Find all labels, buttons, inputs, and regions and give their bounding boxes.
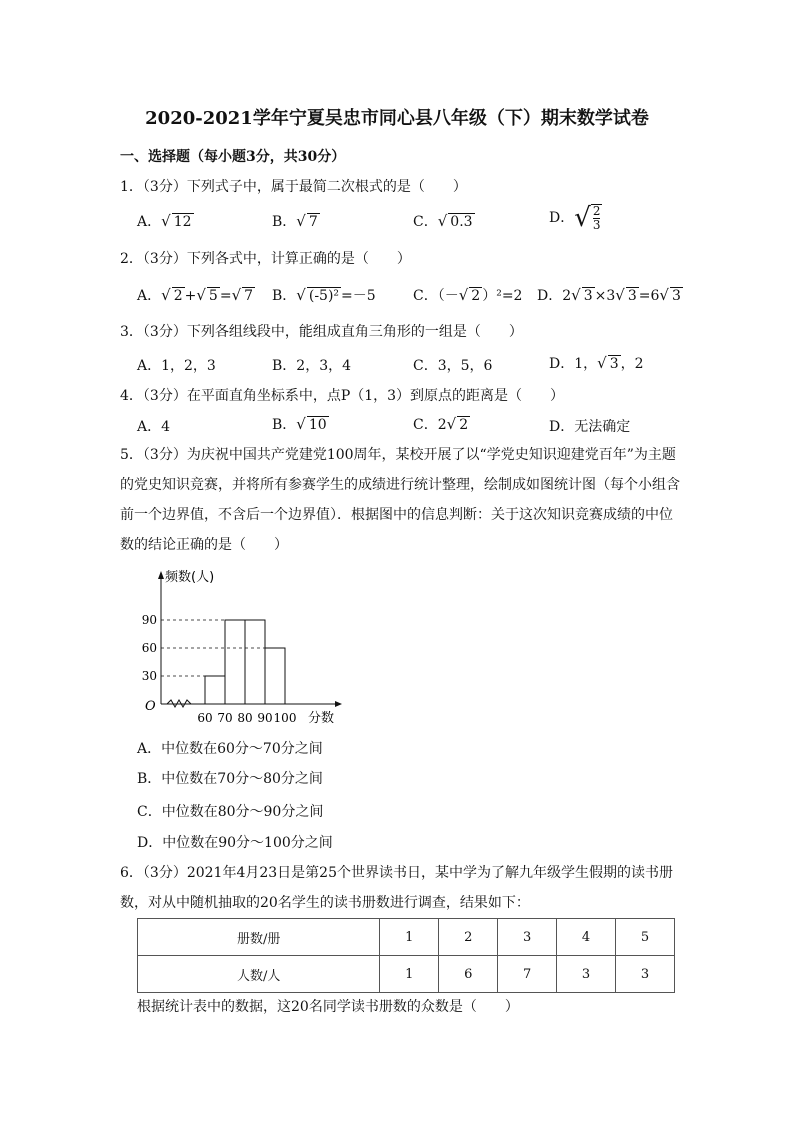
- q1-option-d: D．√ $\frac{2}{3}$: [549, 203, 601, 233]
- table-row: [138, 956, 675, 993]
- question-3-stem: 3．（3分）下列各组线段中，能组成直角三角形的一组是（ ）: [120, 324, 523, 340]
- question-6-followup: 根据统计表中的数据，这20名同学读书册数的众数是（ ）: [137, 999, 519, 1015]
- question-2-stem: 2．（3分）下列各式中，计算正确的是（ ）: [120, 251, 411, 267]
- q4-option-a: A．4: [137, 419, 171, 435]
- y-tick-label: 90: [141, 613, 157, 627]
- x-axis-arrow: [335, 701, 342, 707]
- table-cell: 1: [380, 919, 439, 956]
- q5-option-d: D．中位数在90分～100分之间: [137, 835, 333, 851]
- q4-option-c: C．2√ 2: [413, 415, 469, 433]
- reading-table: [137, 918, 675, 993]
- table-cell: 5: [616, 919, 675, 956]
- q2-option-a: A．√ 2 +√ 5 =√ 7: [137, 286, 254, 304]
- table-cell: 7: [498, 956, 557, 993]
- q3-option-d: D．1，√ 3 ，2: [549, 354, 644, 372]
- table-cell: 6: [439, 956, 498, 993]
- q2-option-d: D．2√ 3 ×3√ 3 =6√ 3: [537, 286, 681, 304]
- q3-option-b: B．2，3，4: [272, 358, 352, 374]
- q5-option-c: C．中位数在80分～90分之间: [137, 804, 324, 820]
- histogram-chart: [135, 565, 355, 730]
- x-tick-label: 70: [217, 711, 233, 725]
- table-cell: 3: [616, 956, 675, 993]
- q4-option-d: D．无法确定: [549, 419, 631, 435]
- q1-option-b: B．√ 7: [272, 212, 318, 230]
- table-cell: 3: [498, 919, 557, 956]
- question-4-stem: 4．（3分）在平面直角坐标系中，点P（1，3）到原点的距离是（ ）: [120, 388, 565, 404]
- x-tick-label: 90: [257, 711, 273, 725]
- question-6-stem: 6．（3分）2021年4月23日是第25个世界读书日，某中学为了解九年级学生假期的读书册数，对从中随机抽取的20名学生的读书册数进行调查，结果如下：: [120, 865, 673, 911]
- x-tick-label: 80: [237, 711, 253, 725]
- x-tick-label: 60: [197, 711, 213, 725]
- question-1-stem: 1．（3分）下列式子中，属于最简二次根式的是（ ）: [120, 179, 467, 195]
- table-cell: 4: [557, 919, 616, 956]
- x-axis-label: 分数: [308, 711, 335, 726]
- q3-option-a: A．1，2，3: [137, 358, 216, 374]
- table-cell: 册数/册: [138, 919, 380, 956]
- question-5-stem: 5．（3分）为庆祝中国共产党建党100周年，某校开展了以“学党史知识迎建党百年”为主题的党史知识竞赛，并将所有参赛学生的成绩进行统计整理，绘制成如图统计图（每个小组含前一个边界值，不含后一个边界值）．根据图中的信息判断：关于这次知识竞赛成绩的中位数的结论正确的是（ ）: [120, 447, 680, 553]
- histogram-bar: [205, 676, 225, 704]
- section-heading: 一、选择题（每小题3分，共30分）: [120, 149, 346, 165]
- q5-option-a: A．中位数在60分～70分之间: [137, 741, 323, 757]
- origin-label: O: [145, 699, 156, 714]
- table-cell: 2: [439, 919, 498, 956]
- y-axis-arrow: [158, 571, 164, 579]
- table-row: [138, 919, 675, 956]
- y-tick-label: 30: [141, 669, 157, 683]
- y-tick-label: 60: [141, 641, 157, 655]
- histogram-bar: [245, 620, 265, 704]
- table-cell: 1: [380, 956, 439, 993]
- table-cell: 3: [557, 956, 616, 993]
- histogram-bar: [265, 648, 285, 704]
- table-cell: 人数/人: [138, 956, 380, 993]
- q1-option-c: C．√ 0.3: [413, 212, 473, 230]
- y-axis-label: 频数(人): [165, 570, 215, 585]
- q3-option-c: C．3，5，6: [413, 358, 493, 374]
- page-title: 2020-2021学年宁夏吴忠市同心县八年级（下）期末数学试卷: [145, 108, 649, 129]
- q1-option-a: A．√ 12: [137, 212, 192, 230]
- q2-option-b: B．√ (-5)² =－5: [272, 286, 376, 304]
- histogram-bar: [225, 620, 245, 704]
- q4-option-b: B．√ 10: [272, 415, 327, 433]
- x-tick-label: 100: [273, 711, 297, 725]
- q5-option-b: B．中位数在70分～80分之间: [137, 771, 323, 787]
- q2-option-c: C．（－√ 2 ）²=2: [413, 286, 523, 304]
